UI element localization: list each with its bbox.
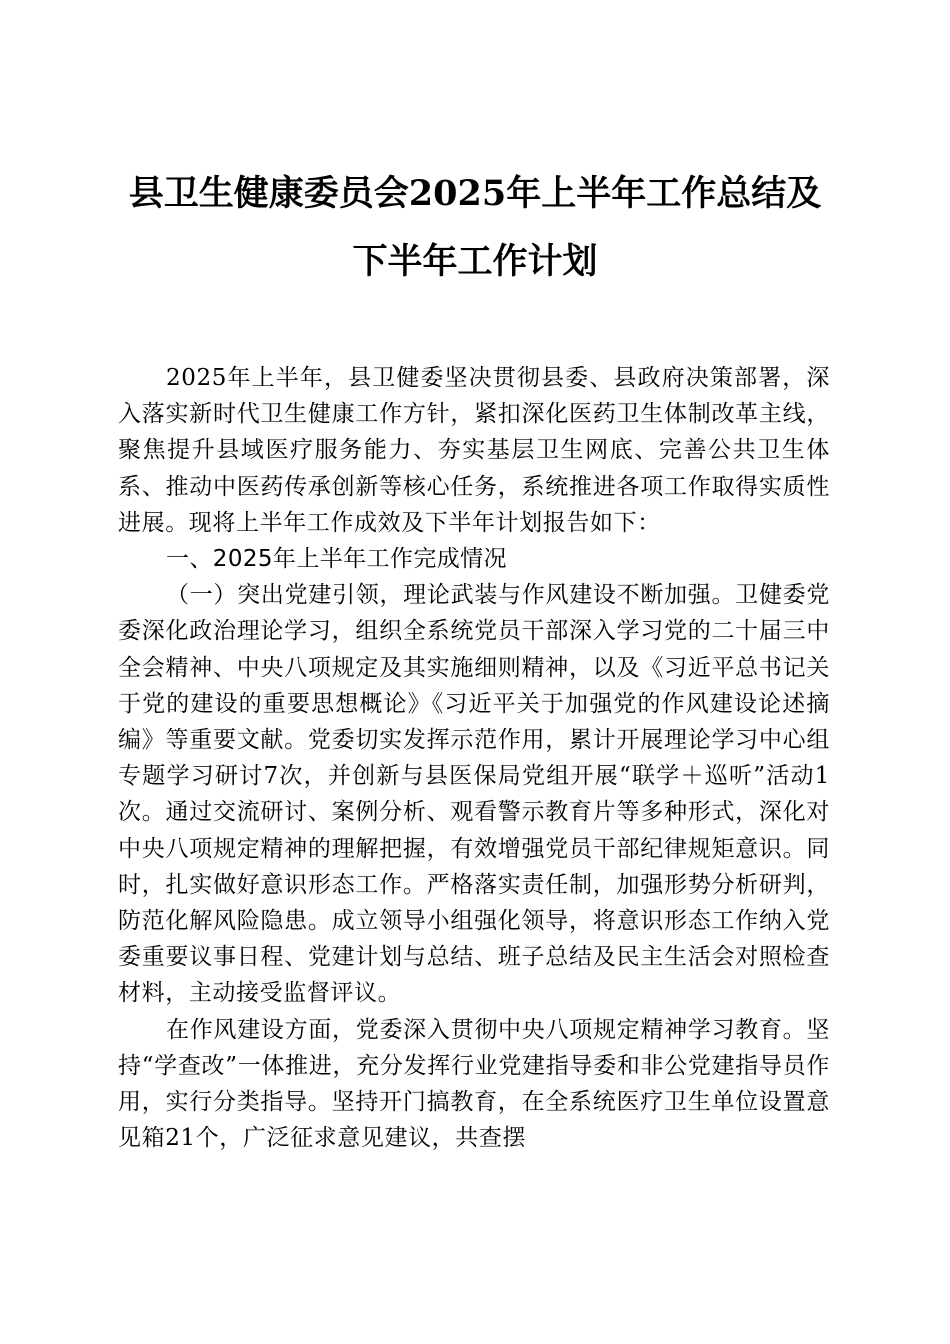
- subsection-1-paragraph: [118, 577, 830, 1011]
- subsection-1-text: 卫健委党委深化政治理论学习，组织全系统党员干部深入学习党的二十届三中全会精神、中央八项规定及其实施细则精神，以及《习近平总书记关于党的建设的重要思想概论》《习近平关于加强党的作风建设论述摘编》等重要文献。党委切实发挥示范作用，累计开展理论学习中心组专题学习研讨7次，并创新与县医保局党组开展“联学＋巡听”活动1次。通过交流研讨、案例分析、观看警示教育片等多种形式，深化对中央八项规定精神的理解把握，有效增强党员干部纪律规矩意识。同时，扎实做好意识形态工作。严格落实责任制，加强形势分析研判，防范化解风险隐患。成立领导小组强化领导，将意识形态工作纳入党委重要议事日程、党建计划与总结、班子总结及民主生活会对照检查材料，主动接受监督评议。: [118, 582, 830, 1007]
- document-title-line-2: 下半年工作计划: [352, 241, 598, 282]
- subsection-1-lead: （一）突出党建引领，理论武装与作风建设不断加强。: [166, 582, 736, 609]
- section-1-heading: 一、2025年上半年工作完成情况: [166, 546, 507, 573]
- intro-paragraph: 2025年上半年，县卫健委坚决贯彻县委、县政府决策部署，深入落实新时代卫生健康工作方针，紧扣深化医药卫生体制改革主线，聚焦提升县域医疗服务能力、夯实基层卫生网底、完善公共卫生体系、推动中医药传承创新等核心任务，系统推进各项工作取得实质性进展。现将上半年工作成效及下半年计划报告如下：: [118, 365, 830, 536]
- document-title-line-1: 县卫生健康委员会2025年上半年工作总结及: [128, 173, 822, 214]
- style-building-paragraph: 在作风建设方面，党委深入贯彻中央八项规定精神学习教育。坚持“学查改”一体推进，充分发挥行业党建指导委和非公党建指导员作用，实行分类指导。坚持开门搞教育，在全系统医疗卫生单位设置意见箱21个，广泛征求意见建议，共查摆: [118, 1016, 830, 1152]
- document-body: [118, 360, 830, 1156]
